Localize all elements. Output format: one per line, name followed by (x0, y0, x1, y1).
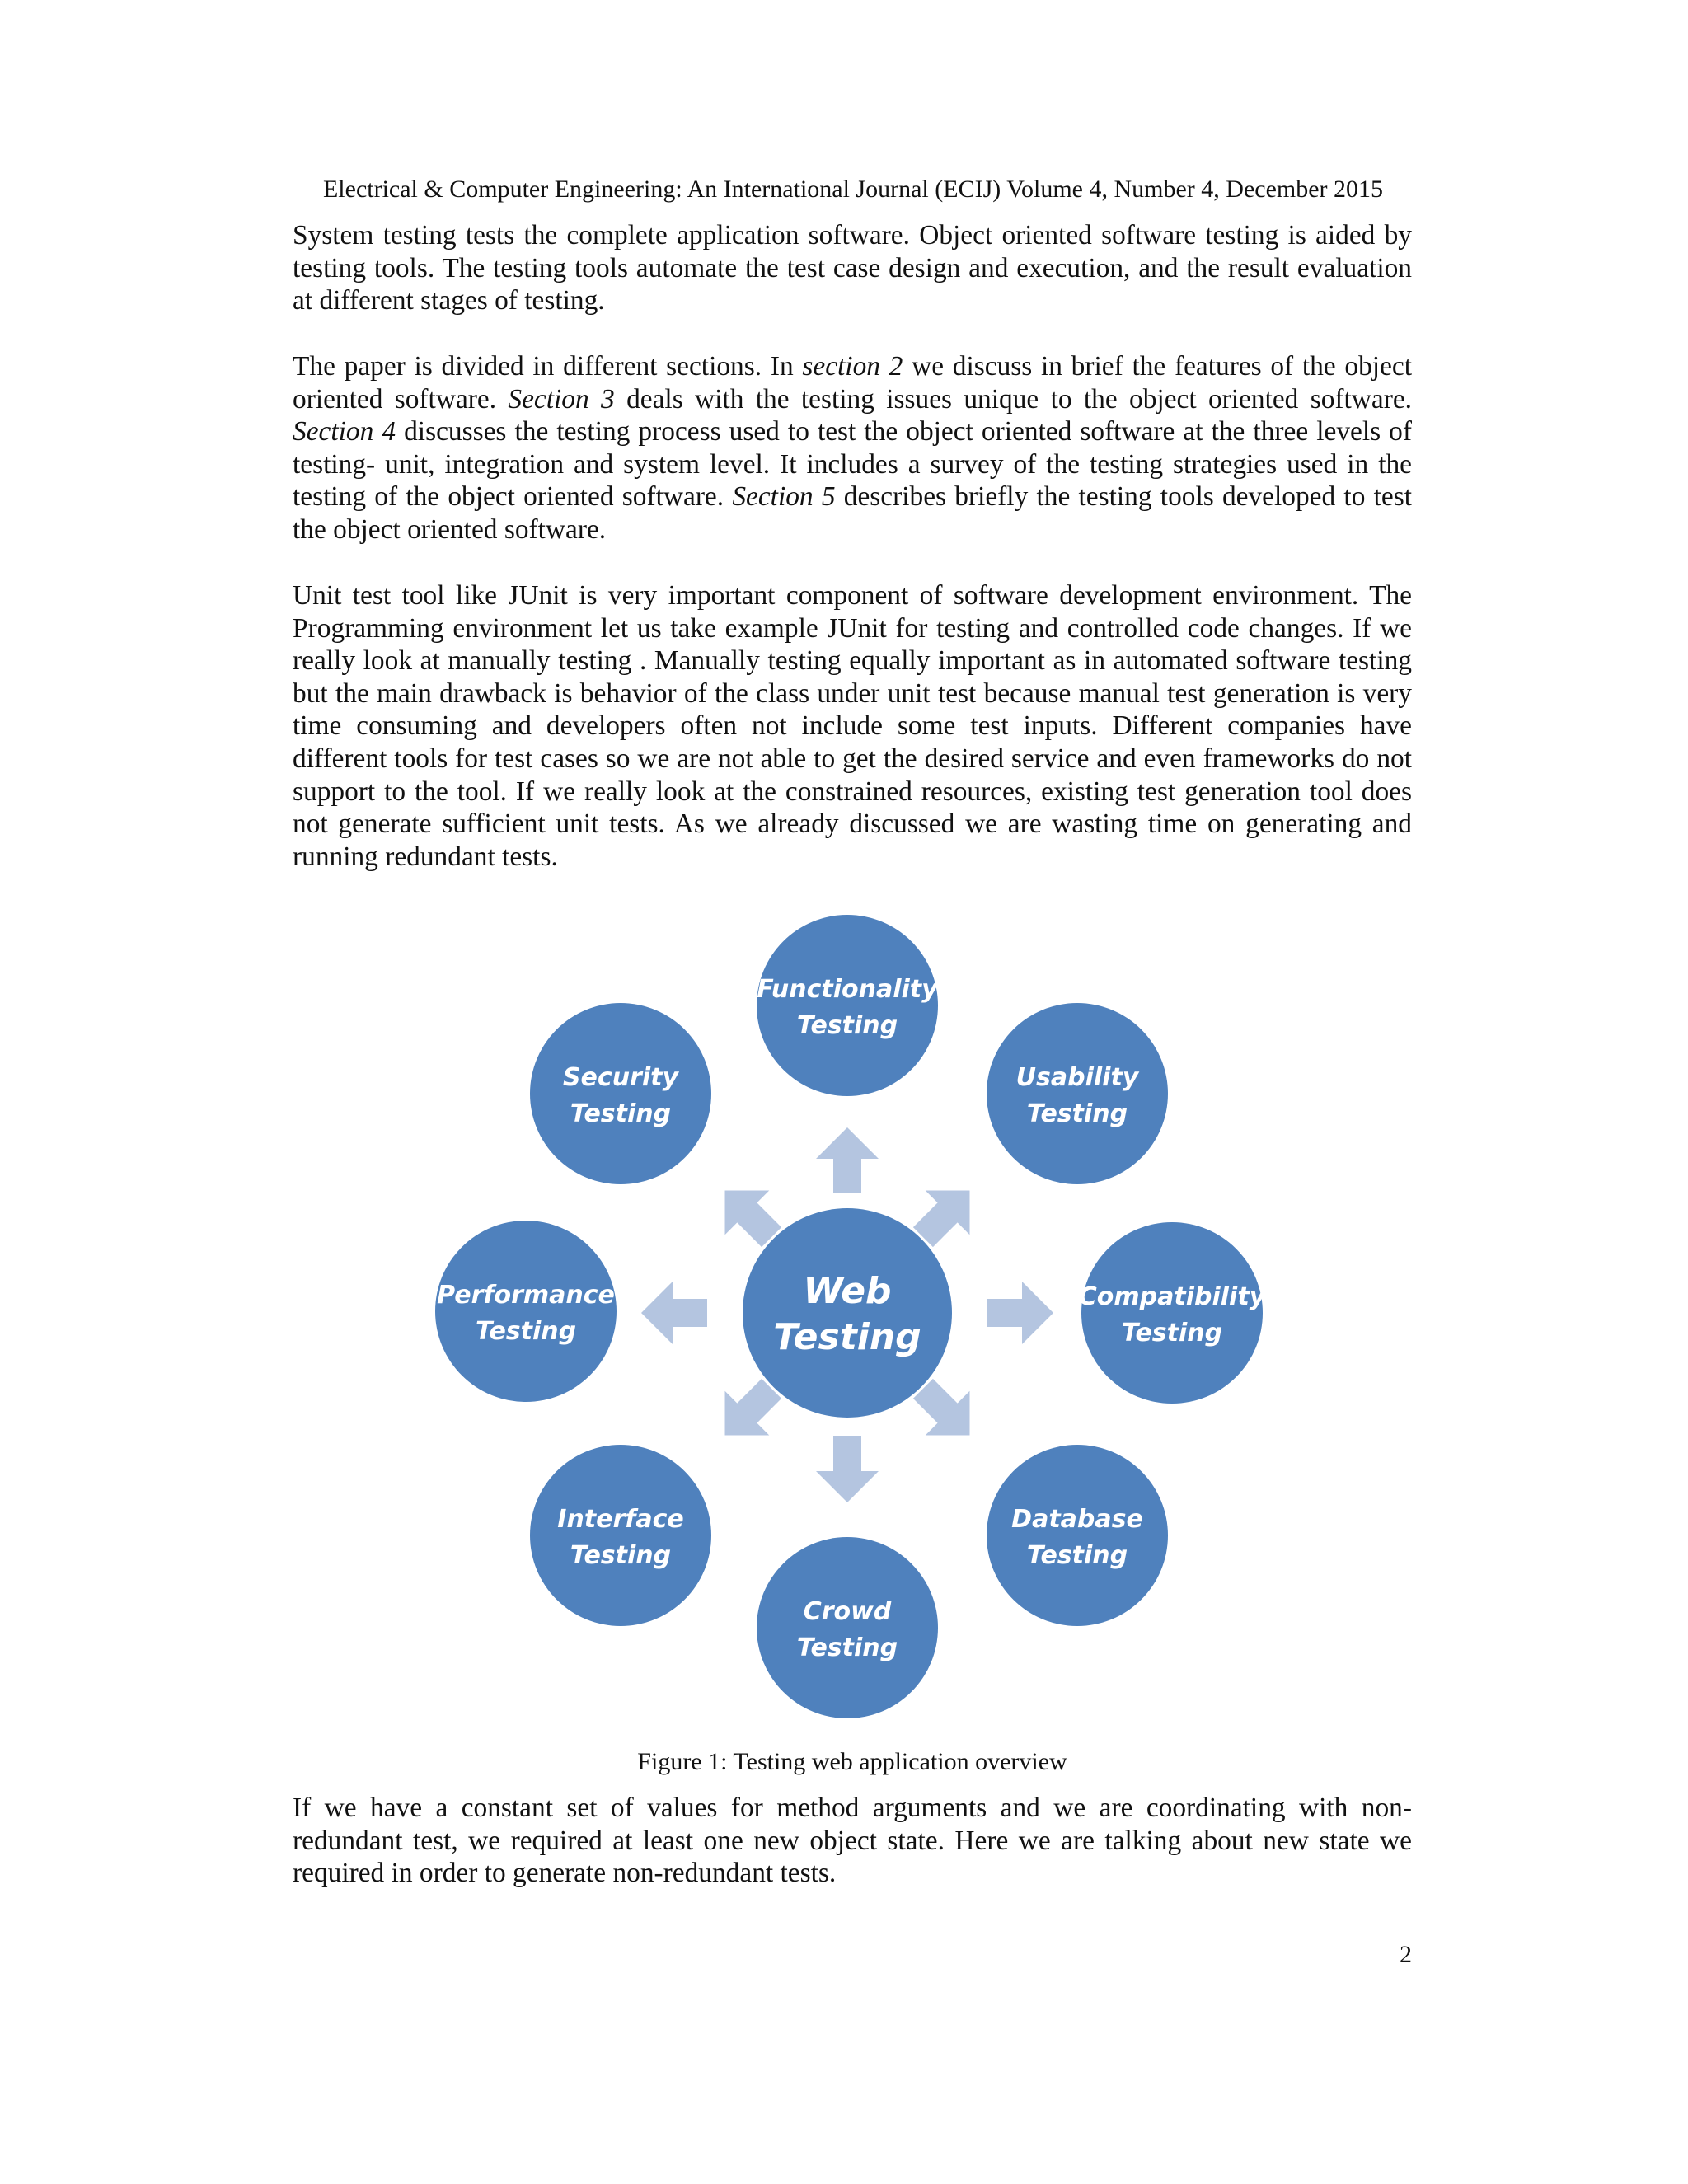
running-header: Electrical & Computer Engineering: An International Journal (ECIJ) Volume 4, Number 4, December 2015 (322, 176, 1384, 203)
functionality-label-line2: Testing (796, 1011, 898, 1040)
database-testing-circle (987, 1445, 1168, 1626)
security-testing-circle (530, 1003, 711, 1184)
paragraph-2-text: describes briefly the testing tools developed to test the object oriented software. (293, 481, 1412, 545)
performance-testing-circle (435, 1221, 617, 1402)
performance-label-line2: Testing (475, 1317, 577, 1346)
web-testing-hub-circle (743, 1208, 952, 1418)
hub-label-line2: Testing (773, 1316, 921, 1358)
paragraph-4: If we have a constant set of values for method arguments and we are coordinating with non-redundant test, we required at least one new object state. Here we are talking about new state we required in order to generate non-redundant tests. (293, 1793, 1412, 1889)
paragraph-2-text: deals with the testing issues unique to the object oriented software. (614, 383, 1413, 415)
functionality-label-line1: Functionality (757, 975, 938, 1004)
database-label-line2: Testing (1026, 1541, 1128, 1570)
usability-label-line1: Usability (1015, 1063, 1139, 1092)
performance-label-line1: Performance (437, 1281, 615, 1310)
security-label-line1: Security (562, 1063, 679, 1092)
crowd-testing-circle (757, 1537, 938, 1718)
section-4-reference: Section 4 (293, 416, 396, 448)
figure-caption: Figure 1: Testing web application overview (637, 1748, 1067, 1775)
compatibility-label-line2: Testing (1121, 1319, 1223, 1347)
web-testing-diagram (420, 898, 1278, 1722)
paragraph-2-text: The paper is divided in different sections. In (293, 351, 803, 382)
interface-label-line1: Interface (557, 1505, 684, 1534)
diagram-canvas (420, 898, 1278, 1722)
database-label-line1: Database (1011, 1505, 1143, 1534)
paragraph-2-text: discusses the testing process used to test the object oriented software at the three levels of testing- unit, integration and system level. It includes a survey of the testing strategies used in the testing of the object oriented software. (293, 416, 1412, 513)
paragraph-3: Unit test tool like JUnit is very important component of software development environment. The Programming environment let us take example JUnit for testing and controlled code changes. If we really look at manually testing . Manually testing equally important as in automated software testing but the main drawback is behavior of the class under unit test because manual test generation is very time consuming and developers often not include some test inputs. Different companies have different tools for test cases so we are not able to get the desired service and even frameworks do not support to the tool. If we really look at the constrained resources, existing test generation tool does not generate sufficient unit tests. As we already discussed we are wasting time on generating and running redundant tests. (293, 580, 1412, 872)
compatibility-testing-circle (1081, 1222, 1263, 1404)
arrow-shape-1 (816, 1127, 879, 1193)
interface-label-line2: Testing (570, 1541, 672, 1570)
security-label-line2: Testing (570, 1099, 672, 1128)
section-5-reference: Section 5 (732, 481, 836, 513)
section-2-reference: section 2 (802, 351, 903, 382)
compatibility-label-line1: Compatibility (1078, 1282, 1266, 1311)
usability-testing-circle (987, 1003, 1168, 1184)
page-number: 2 (1400, 1941, 1412, 1968)
arrow-shape-3 (987, 1282, 1053, 1344)
paragraph-2 (293, 350, 1412, 546)
crowd-label-line1: Crowd (803, 1597, 892, 1626)
crowd-label-line2: Testing (796, 1633, 898, 1662)
section-3-reference: Section 3 (508, 383, 615, 415)
interface-testing-circle (530, 1445, 711, 1626)
arrow-shape-5 (816, 1436, 879, 1502)
functionality-testing-circle (757, 915, 938, 1096)
usability-label-line2: Testing (1026, 1099, 1128, 1128)
hub-label-line1: Web (803, 1270, 892, 1312)
paragraph-1: System testing tests the complete application software. Object oriented software testing is aided by testing tools. The testing tools automate the test case design and execution, and the result evaluation at different stages of testing. (293, 220, 1412, 316)
arrow-shape-7 (641, 1282, 707, 1344)
paragraph-2-text: we discuss in brief the features of the object oriented software. (293, 351, 1413, 415)
